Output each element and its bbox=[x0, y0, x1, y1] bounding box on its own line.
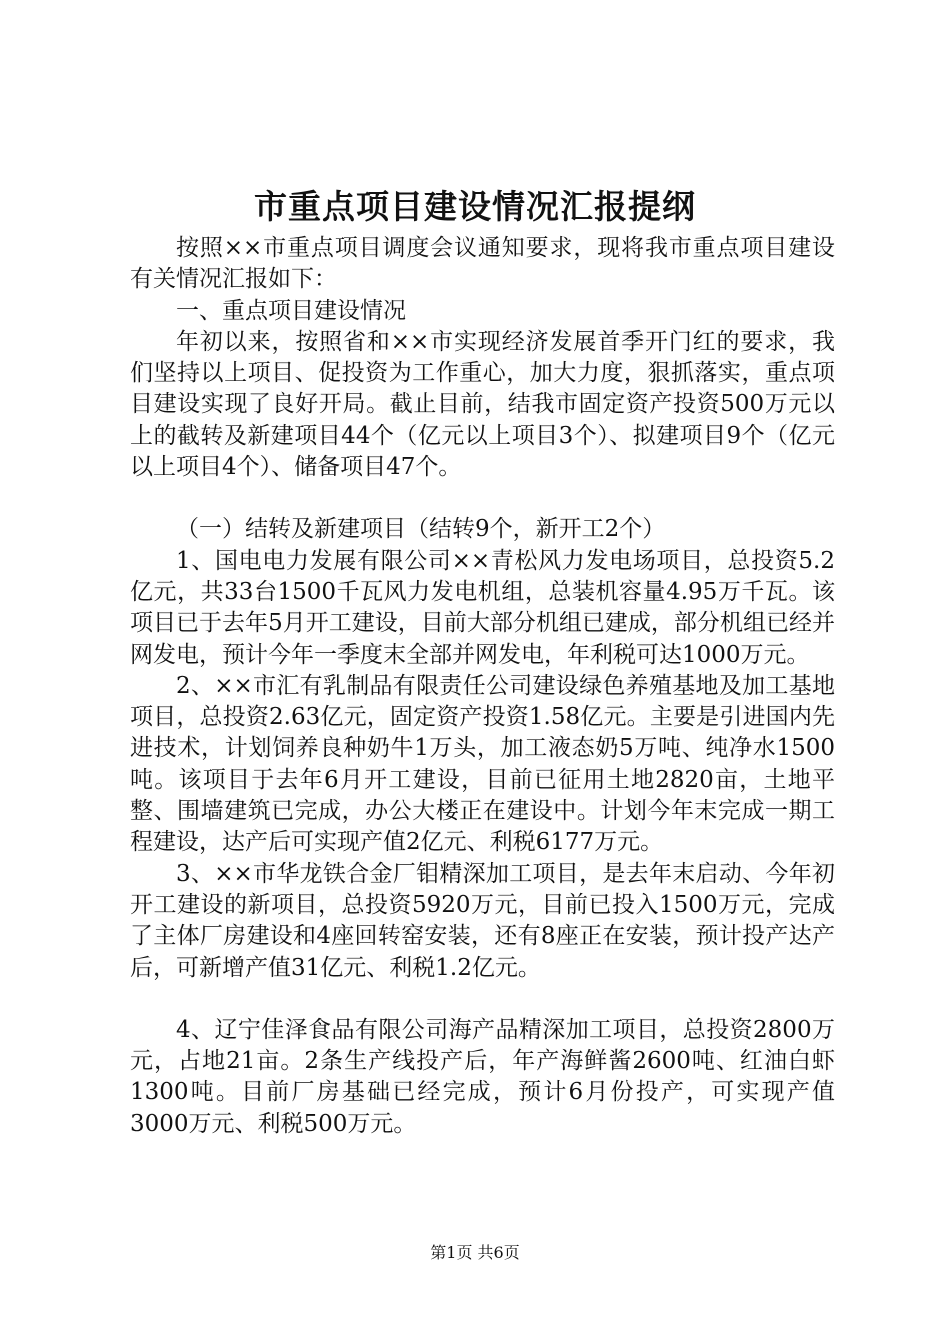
project-3-paragraph: 3、××市华龙铁合金厂钼精深加工项目，是去年末启动、今年初开工建设的新项目，总投资5920万元，目前已投入1500万元，完成了主体厂房建设和4座回转窑安装，还有8座正在安装，预计投产达产后，可新增产值31亿元、利税1.2亿元。 bbox=[130, 860, 835, 981]
overview-paragraph: 年初以来，按照省和××市实现经济发展首季开门红的要求，我们坚持以上项目、促投资为工作重心，加大力度，狠抓落实，重点项目建设实现了良好开局。截止目前，结我市固定资产投资500万元以上的截转及新建项目44个（亿元以上项目3个）、拟建项目9个（亿元以上项目4个）、储备项目47个。 bbox=[130, 328, 835, 481]
document-body bbox=[130, 233, 835, 1140]
page-number: 第1页 共6页 bbox=[430, 1243, 520, 1262]
paragraph-spacer bbox=[130, 984, 835, 1015]
project-2-paragraph: 2、××市汇有乳制品有限责任公司建设绿色养殖基地及加工基地项目，总投资2.63亿元，固定资产投资1.58亿元。主要是引进国内先进技术，计划饲养良种奶牛1万头，加工液态奶5万吨、纯净水1500吨。该项目于去年6月开工建设，目前已征用土地2820亩，土地平整、围墙建筑已完成，办公大楼正在建设中。计划今年末完成一期工程建设，达产后可实现产值2亿元、利税6177万元。 bbox=[130, 672, 835, 856]
project-4-paragraph: 4、辽宁佳泽食品有限公司海产品精深加工项目，总投资2800万元，占地21亩。2条生产线投产后，年产海鲜酱2600吨、红油白虾1300吨。目前厂房基础已经完成，预计6月份投产，可实现产值3000万元、利税500万元。 bbox=[130, 1016, 835, 1137]
project-1-paragraph: 1、国电电力发展有限公司××青松风力发电场项目，总投资5.2亿元，共33台1500千瓦风力发电机组，总装机容量4.95万千瓦。该项目已于去年5月开工建设，目前大部分机组已建成，部分机组已经并网发电，预计今年一季度末全部并网发电，年利税可达1000万元。 bbox=[130, 547, 835, 668]
document-title: 市重点项目建设情况汇报提纲 bbox=[254, 187, 696, 226]
paragraph-spacer bbox=[130, 483, 835, 514]
intro-paragraph: 按照××市重点项目调度会议通知要求，现将我市重点项目建设有关情况汇报如下： bbox=[130, 235, 835, 293]
subsection-heading: （一）结转及新建项目（结转9个，新开工2个） bbox=[176, 516, 666, 543]
section-heading: 一、重点项目建设情况 bbox=[176, 297, 406, 324]
